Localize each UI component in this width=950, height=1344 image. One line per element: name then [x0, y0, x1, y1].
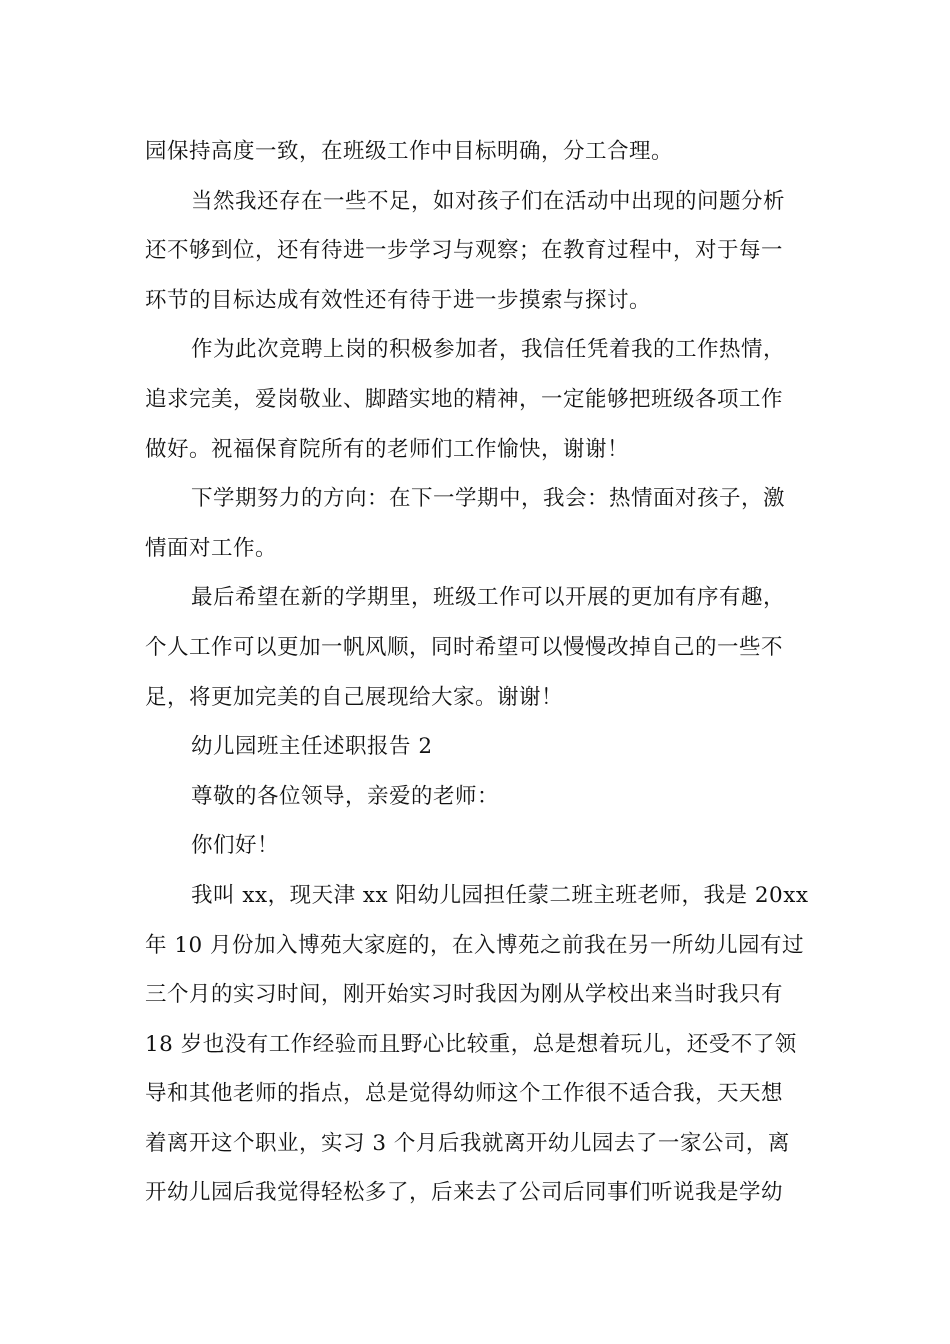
greeting: 你们好！	[191, 833, 280, 859]
text-line: 开幼儿园后我觉得轻松多了，后来去了公司后同事们听说我是学幼	[145, 1180, 784, 1206]
text-line: 情面对工作。	[145, 535, 278, 561]
text-line: 追求完美，爱岗敬业、脚踏实地的精神，一定能够把班级各项工作	[145, 386, 784, 412]
text-line: 最后希望在新的学期里，班级工作可以开展的更加有序有趣，	[191, 585, 786, 611]
text-line: 环节的目标达成有效性还有待于进一步摸索与探讨。	[145, 287, 652, 313]
text-line: 导和其他老师的指点，总是觉得幼师这个工作很不适合我，天天想	[145, 1081, 784, 1107]
section-heading: 幼儿园班主任述职报告 2	[191, 734, 433, 760]
text-line: 做好。祝福保育院所有的老师们工作愉快，谢谢！	[145, 436, 630, 462]
text-line: 三个月的实习时间，刚开始实习时我因为刚从学校出来当时我只有	[145, 982, 784, 1008]
text-line: 下学期努力的方向：在下一学期中，我会：热情面对孩子，激	[191, 486, 786, 512]
text-line: 还不够到位，还有待进一步学习与观察；在教育过程中，对于每一	[145, 238, 784, 264]
text-line: 18 岁也没有工作经验而且野心比较重，总是想着玩儿，还受不了领	[145, 1031, 797, 1057]
text-line: 足，将更加完美的自己展现给大家。谢谢！	[145, 684, 564, 710]
text-line: 当然我还存在一些不足，如对孩子们在活动中出现的问题分析	[191, 188, 786, 214]
text-line: 个人工作可以更加一帆风顺，同时希望可以慢慢改掉自己的一些不	[145, 634, 784, 660]
text-line: 着离开这个职业，实习 3 个月后我就离开幼儿园去了一家公司，离	[145, 1130, 790, 1156]
text-line: 年 10 月份加入博苑大家庭的，在入博苑之前我在另一所幼儿园有过	[145, 932, 805, 958]
text-line: 我叫 xx，现天津 xx 阳幼儿园担任蒙二班主班老师，我是 20xx	[191, 882, 809, 908]
salutation: 尊敬的各位领导，亲爱的老师：	[191, 783, 500, 809]
document-body	[145, 127, 810, 1218]
text-line: 作为此次竞聘上岗的积极参加者，我信任凭着我的工作热情，	[191, 337, 786, 363]
text-line: 园保持高度一致，在班级工作中目标明确，分工合理。	[145, 139, 674, 164]
